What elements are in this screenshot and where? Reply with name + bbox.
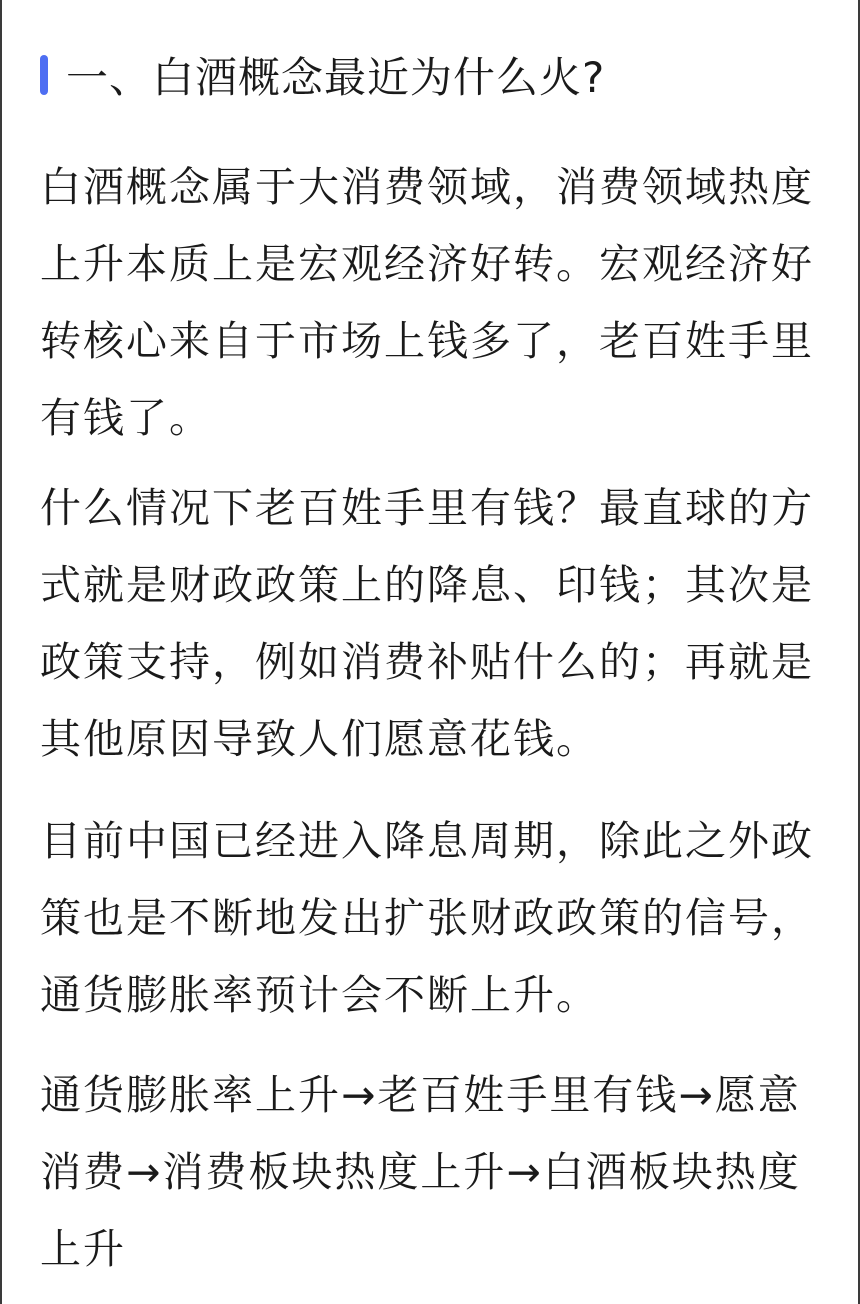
section-heading [40, 40, 605, 110]
section-title: 一、白酒概念最近为什么火? [66, 53, 606, 102]
paragraph-1: 白酒概念属于大消费领域，消费领域热度上升本质上是宏观经济好转。宏观经济好转核心来自于市场上钱多了，老百姓手里有钱了。 [40, 163, 814, 442]
heading-accent-bar [40, 55, 48, 95]
paragraph-3: 目前中国已经进入降息周期，除此之外政策也是不断地发出扩张财政政策的信号，通货膨胀率预计会不断上升。 [40, 817, 814, 1019]
frame-edge-left [0, 0, 2, 1304]
paragraph-4: 通货膨胀率上升→老百姓手里有钱→愿意消费→消费板块热度上升→白酒板块热度上升 [40, 1071, 801, 1273]
paragraph-2: 什么情况下老百姓手里有钱？最直球的方式就是财政政策上的降息、印钱；其次是政策支持，例如消费补贴什么的；再就是其他原因导致人们愿意花钱。 [40, 484, 814, 763]
